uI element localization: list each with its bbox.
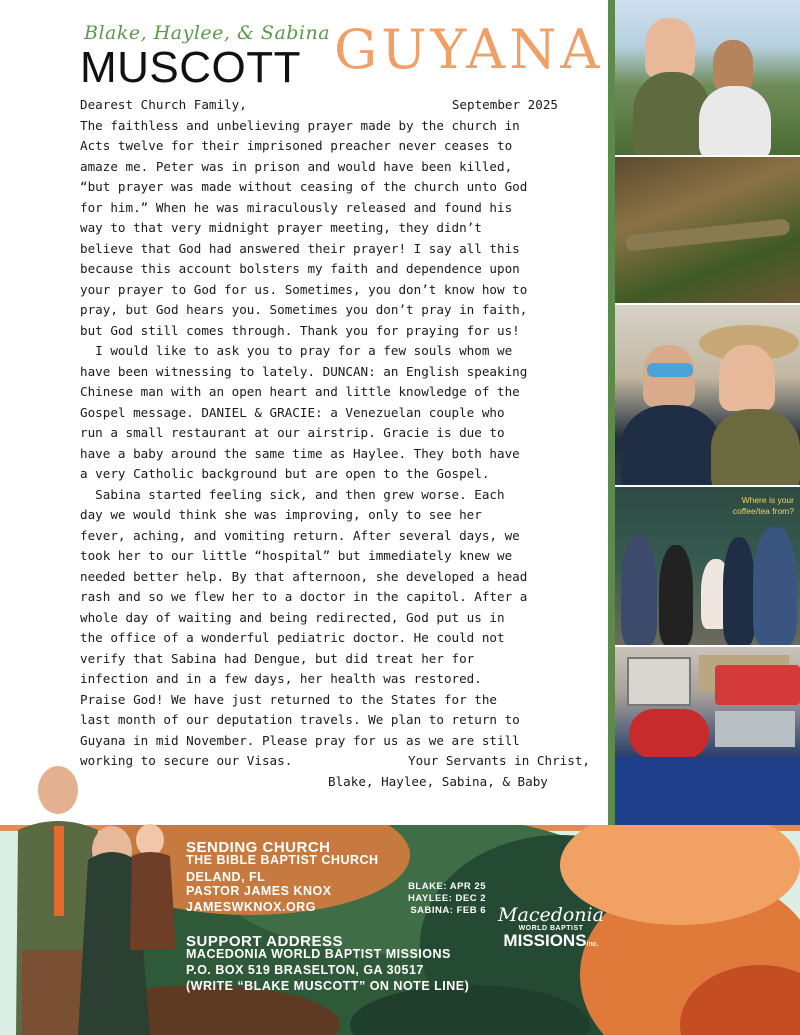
letter-line: Sabina started feeling sick, and then grew worse. Each: [80, 486, 505, 502]
letter-closing: Your Servants in Christ,: [408, 753, 590, 768]
sending-church-pastor: PASTOR JAMES KNOX: [186, 884, 332, 898]
photo-group-in-coffee-shop: [615, 487, 800, 645]
letter-line: your prayer to God for us. Sometimes, you don’t know how to: [80, 281, 528, 297]
letter-last-line: working to secure our Visas.: [80, 753, 293, 768]
birthday-sabina: SABINA: FEB 6: [410, 905, 486, 916]
letter-line: a very Catholic background but are open to the Gospel.: [80, 466, 490, 481]
newsletter-letter: [80, 95, 608, 792]
birthdays-list: [378, 881, 486, 917]
coffee-sign-text: Where is your coffee/tea from?: [732, 495, 794, 516]
family-photo: [0, 760, 185, 1035]
letter-line: have been witnessing to lately. DUNCAN: an English speaking: [80, 363, 528, 379]
letter-line: day we would think she was improving, only to see her: [80, 507, 482, 522]
letter-line: pray, but God hears you. Sometimes you don’t pray in faith,: [80, 302, 528, 317]
photo-column-border: [608, 0, 615, 830]
letter-line: The faithless and unbelieving prayer made by the church in: [80, 117, 520, 133]
logo-missions-text: MISSIONS: [503, 931, 587, 950]
letter-dateline: [80, 95, 558, 116]
letter-line: the office of a wonderful pediatric doctor. He could not: [80, 630, 505, 645]
logo-macedonia-text: Macedonia: [498, 904, 604, 926]
photo-blake-with-duncan: [615, 305, 800, 485]
support-po-box: P.O. BOX 519 BRASELTON, GA 30517: [186, 963, 424, 977]
support-address-heading: SUPPORT ADDRESS: [186, 933, 343, 950]
country-title: GUYANA: [334, 18, 604, 81]
letter-line: fever, aching, and vomiting return. After several days, we: [80, 527, 520, 543]
letter-line: amaze me. Peter was in prison and would have been killed,: [80, 158, 513, 174]
logo-inc-text: inc.: [586, 941, 599, 948]
letter-line: way to that very midnight prayer meeting, they didn’t: [80, 220, 482, 235]
letter-line: have a baby around the same time as Haylee. They both have: [80, 445, 520, 461]
letter-greeting: Dearest Church Family,: [80, 97, 247, 112]
letter-line: for him.” When he was miraculously released and found his: [80, 199, 513, 215]
letter-line: verify that Sabina had Dengue, but did treat her for: [80, 650, 475, 666]
letter-line: took her to our little “hospital” but immediately knew we: [80, 548, 513, 563]
letter-body: [80, 116, 608, 752]
letter-line: Gospel message. DANIEL & GRACIE: a Venezuelan couple who: [80, 404, 505, 420]
letter-signature: Blake, Haylee, Sabina, & Baby: [328, 773, 548, 789]
letter-line: run a small restaurant at our airstrip. Gracie is due to: [80, 425, 505, 440]
sending-church-heading: SENDING CHURCH: [186, 839, 331, 856]
sending-church-website[interactable]: JAMESWKNOX.ORG: [186, 900, 316, 914]
birthday-blake: BLAKE: APR 25: [408, 881, 486, 892]
support-mission-name: MACEDONIA WORLD BAPTIST MISSIONS: [186, 947, 451, 961]
sending-church-city: DELAND, FL: [186, 870, 266, 884]
sending-church-name: THE BIBLE BAPTIST CHURCH: [186, 853, 379, 867]
letter-line: whole day of waiting and being redirected, God put us in: [80, 609, 505, 625]
letter-line: “but prayer was made without ceasing of the church unto God: [80, 179, 528, 194]
letter-line: I would like to ask you to pray for a few souls whom we: [80, 343, 513, 358]
letter-line: needed better help. By that afternoon, she developed a head: [80, 568, 528, 584]
letter-line: believe that God had answered their prayer! I say all this: [80, 240, 520, 256]
letter-line: because this account bolsters my faith and dependence upon: [80, 261, 520, 276]
photo-supply-bins-and-tools: [615, 647, 800, 830]
letter-line: Chinese man with an open heart and little knowledge of the: [80, 384, 520, 399]
letter-line: last month of our deputation travels. We plan to return to: [80, 712, 520, 727]
support-note-instruction: (WRITE “BLAKE MUSCOTT” ON NOTE LINE): [186, 979, 470, 993]
logo-world-baptist-text: WORLD BAPTIST: [518, 925, 584, 932]
macedonia-missions-logo: [496, 905, 606, 975]
letter-line: Praise God! We have just returned to the States for the: [80, 691, 498, 707]
family-first-names: Blake, Haylee, & Sabina: [84, 22, 331, 44]
family-surname: MUSCOTT: [80, 43, 302, 92]
photo-selfie-with-local-man: [615, 0, 800, 155]
letter-date: September 2025: [451, 97, 558, 112]
letter-line: Acts twelve for their imprisoned preacher never ceases to: [80, 138, 513, 153]
letter-line: infection and in a few days, her health was restored.: [80, 671, 482, 686]
photo-column: [615, 0, 800, 830]
photo-snake-on-ground: [615, 157, 800, 303]
letter-line: but God still comes through. Thank you for praying for us!: [80, 322, 520, 338]
birthday-haylee: HAYLEE: DEC 2: [408, 893, 486, 904]
letter-line: rash and so we flew her to a doctor in the capitol. After a: [80, 589, 528, 604]
letter-line: Guyana in mid November. Please pray for us as we are still: [80, 732, 520, 748]
